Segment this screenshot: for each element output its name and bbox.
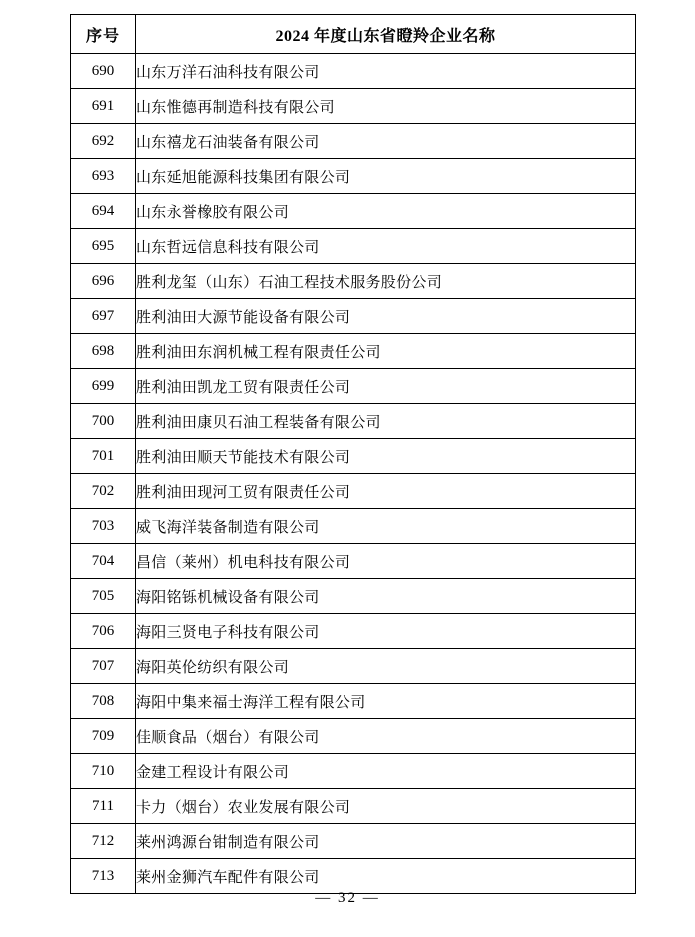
row-enterprise-name: 胜利油田顺天节能技术有限公司 xyxy=(136,439,636,474)
table-row xyxy=(71,334,636,369)
table-row xyxy=(71,754,636,789)
row-number: 694 xyxy=(71,194,136,229)
row-number: 692 xyxy=(71,124,136,159)
table-row xyxy=(71,544,636,579)
table-row xyxy=(71,509,636,544)
row-enterprise-name: 山东永誉橡胶有限公司 xyxy=(136,194,636,229)
table-row xyxy=(71,439,636,474)
row-enterprise-name: 莱州鸿源台钳制造有限公司 xyxy=(136,824,636,859)
table-row xyxy=(71,614,636,649)
row-number: 691 xyxy=(71,89,136,124)
row-enterprise-name: 胜利油田东润机械工程有限责任公司 xyxy=(136,334,636,369)
table-header-row xyxy=(71,15,636,54)
row-enterprise-name: 卡力（烟台）农业发展有限公司 xyxy=(136,789,636,824)
table-row xyxy=(71,649,636,684)
row-number: 693 xyxy=(71,159,136,194)
row-enterprise-name: 山东延旭能源科技集团有限公司 xyxy=(136,159,636,194)
row-number: 702 xyxy=(71,474,136,509)
row-enterprise-name: 金建工程设计有限公司 xyxy=(136,754,636,789)
row-enterprise-name: 山东哲远信息科技有限公司 xyxy=(136,229,636,264)
row-number: 712 xyxy=(71,824,136,859)
row-number: 710 xyxy=(71,754,136,789)
row-enterprise-name: 昌信（莱州）机电科技有限公司 xyxy=(136,544,636,579)
row-number: 707 xyxy=(71,649,136,684)
enterprise-list-table xyxy=(70,14,636,894)
table-row xyxy=(71,719,636,754)
table-row xyxy=(71,299,636,334)
row-enterprise-name: 胜利油田凯龙工贸有限责任公司 xyxy=(136,369,636,404)
table-row xyxy=(71,404,636,439)
row-number: 705 xyxy=(71,579,136,614)
table-row xyxy=(71,159,636,194)
row-number: 698 xyxy=(71,334,136,369)
row-number: 704 xyxy=(71,544,136,579)
row-number: 699 xyxy=(71,369,136,404)
row-enterprise-name: 海阳英伦纺织有限公司 xyxy=(136,649,636,684)
table-row xyxy=(71,369,636,404)
row-number: 700 xyxy=(71,404,136,439)
row-number: 697 xyxy=(71,299,136,334)
table-row xyxy=(71,54,636,89)
table-row xyxy=(71,264,636,299)
table-row xyxy=(71,859,636,894)
table-row xyxy=(71,824,636,859)
row-enterprise-name: 威飞海洋装备制造有限公司 xyxy=(136,509,636,544)
table-body xyxy=(71,15,636,894)
row-number: 695 xyxy=(71,229,136,264)
row-number: 690 xyxy=(71,54,136,89)
table-row xyxy=(71,474,636,509)
row-number: 708 xyxy=(71,684,136,719)
row-number: 711 xyxy=(71,789,136,824)
page-number-footer: — 32 — xyxy=(315,890,380,906)
row-enterprise-name: 山东禧龙石油装备有限公司 xyxy=(136,124,636,159)
column-header-enterprise-name: 2024 年度山东省瞪羚企业名称 xyxy=(136,15,636,54)
row-enterprise-name: 胜利油田康贝石油工程装备有限公司 xyxy=(136,404,636,439)
column-header-number: 序号 xyxy=(71,15,136,54)
row-enterprise-name: 佳顺食品（烟台）有限公司 xyxy=(136,719,636,754)
row-enterprise-name: 胜利油田现河工贸有限责任公司 xyxy=(136,474,636,509)
row-enterprise-name: 山东万洋石油科技有限公司 xyxy=(136,54,636,89)
table-row xyxy=(71,789,636,824)
table-row xyxy=(71,124,636,159)
row-enterprise-name: 胜利龙玺（山东）石油工程技术服务股份公司 xyxy=(136,264,636,299)
row-enterprise-name: 山东惟德再制造科技有限公司 xyxy=(136,89,636,124)
table-row xyxy=(71,229,636,264)
row-number: 706 xyxy=(71,614,136,649)
row-number: 696 xyxy=(71,264,136,299)
row-enterprise-name: 海阳中集来福士海洋工程有限公司 xyxy=(136,684,636,719)
row-number: 713 xyxy=(71,859,136,894)
row-enterprise-name: 海阳铭铄机械设备有限公司 xyxy=(136,579,636,614)
row-number: 709 xyxy=(71,719,136,754)
row-enterprise-name: 海阳三贤电子科技有限公司 xyxy=(136,614,636,649)
table-row xyxy=(71,89,636,124)
table-row xyxy=(71,579,636,614)
table-row xyxy=(71,194,636,229)
row-enterprise-name: 胜利油田大源节能设备有限公司 xyxy=(136,299,636,334)
row-enterprise-name: 莱州金狮汽车配件有限公司 xyxy=(136,859,636,894)
row-number: 703 xyxy=(71,509,136,544)
row-number: 701 xyxy=(71,439,136,474)
table-row xyxy=(71,684,636,719)
